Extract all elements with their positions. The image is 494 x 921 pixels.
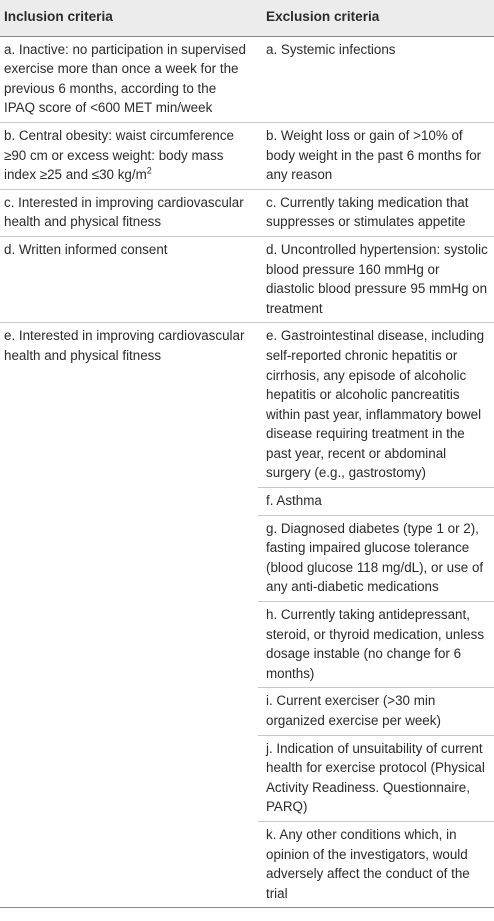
table-row — [0, 735, 494, 821]
exclusion-cell-a: a. Systemic infections — [258, 36, 494, 122]
inclusion-cell-c: c. Interested in improving cardiovascular health and physical fitness — [0, 189, 258, 236]
exclusion-cell-b: b. Weight loss or gain of >10% of body weight in the past 6 months for any reason — [258, 122, 494, 189]
table-row — [0, 122, 494, 189]
table-row — [0, 515, 494, 601]
table-row — [0, 602, 494, 688]
table-row — [0, 189, 494, 236]
inclusion-cell-a: a. Inactive: no participation in supervised exercise more than once a week for the previous 6 months, according to the IPAQ score of <600 MET min/week — [0, 36, 258, 122]
table-header — [0, 0, 494, 36]
exclusion-cell-d: d. Uncontrolled hypertension: systolic blood pressure 160 mmHg or diastolic blood pressure 95 mmHg on treatment — [258, 236, 494, 322]
exclusion-cell-c: c. Currently taking medication that suppresses or stimulates appetite — [258, 189, 494, 236]
inclusion-header: Inclusion criteria — [0, 0, 258, 36]
empty-inclusion-cell — [0, 821, 258, 907]
table-row — [0, 323, 494, 488]
header-row — [0, 0, 494, 36]
exclusion-cell-i: i. Current exerciser (>30 min organized exercise per week) — [258, 688, 494, 735]
inclusion-cell-b — [0, 122, 258, 189]
table-body — [0, 36, 494, 908]
empty-inclusion-cell — [0, 488, 258, 516]
table-row — [0, 36, 494, 122]
empty-inclusion-cell — [0, 688, 258, 735]
empty-inclusion-cell — [0, 602, 258, 688]
exclusion-cell-k: k. Any other conditions which, in opinion of the investigators, would adversely affect the conduct of the trial — [258, 821, 494, 907]
exclusion-header: Exclusion criteria — [258, 0, 494, 36]
empty-inclusion-cell — [0, 515, 258, 601]
table-row — [0, 236, 494, 322]
empty-inclusion-cell — [0, 735, 258, 821]
table-row — [0, 688, 494, 735]
exclusion-cell-e: e. Gastrointestinal disease, including self-reported chronic hepatitis or cirrhosis, any episode of alcoholic hepatitis or alcoholic pancreatitis within past year, inflammatory bowel disease requiring treatment in the past year, recent or abdominal surgery (e.g., gastrostomy) — [258, 323, 494, 488]
unit-superscript: 2 — [146, 165, 152, 176]
exclusion-cell-f: f. Asthma — [258, 488, 494, 516]
table-row — [0, 821, 494, 907]
inclusion-cell-d: d. Written informed consent — [0, 236, 258, 322]
exclusion-cell-h: h. Currently taking antidepressant, steroid, or thyroid medication, unless dosage instable (no change for 6 months) — [258, 602, 494, 688]
inclusion-cell-e: e. Interested in improving cardiovascular health and physical fitness — [4, 328, 245, 363]
inclusion-text-b: b. Central obesity: waist circumference ≥90 cm or excess weight: body mass index ≥25 and ≤30 kg/m — [4, 127, 234, 183]
table-row — [0, 488, 494, 516]
exclusion-cell-j: j. Indication of unsuitability of current health for exercise protocol (Physical Activity Readiness. Questionnaire, PARQ) — [258, 735, 494, 821]
exclusion-cell-g: g. Diagnosed diabetes (type 1 or 2), fasting impaired glucose tolerance (blood glucose 118 mg/dL), or use of any anti-diabetic medications — [258, 515, 494, 601]
